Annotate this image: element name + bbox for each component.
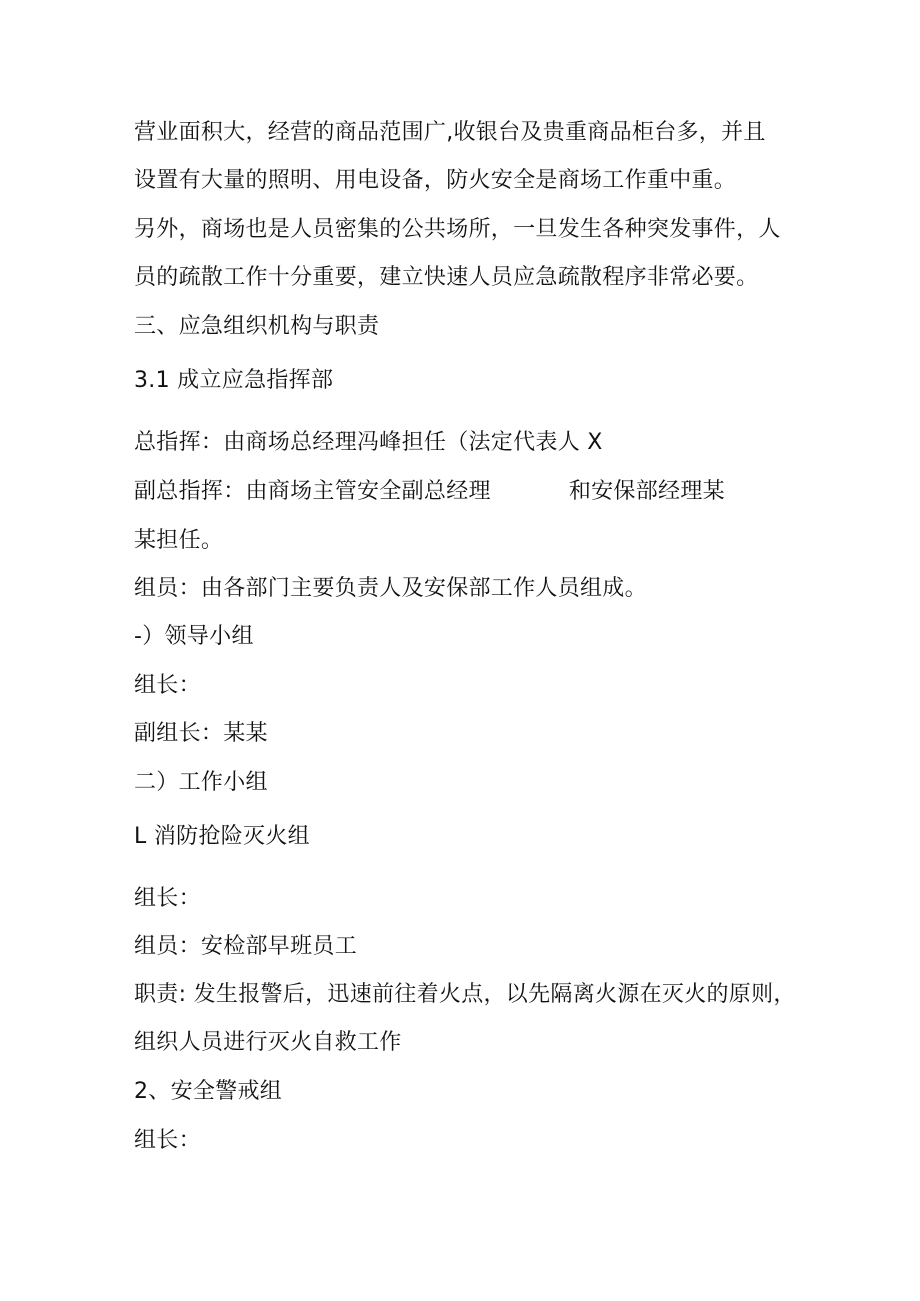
commander-line: 总指挥：由商场总经理冯峰担任（法定代表人 X <box>134 430 603 455</box>
group-heading: -）领导小组 <box>134 624 254 649</box>
deputy-leader-line: 副组长：某某 <box>134 721 268 746</box>
leader-line: 组长： <box>134 673 201 698</box>
deputy-commander-line <box>134 477 725 507</box>
leader-line: 组长： <box>134 1128 201 1153</box>
deputy-commander-text: 副总指挥：由商场主管安全副总经理 <box>134 479 491 504</box>
team-heading: L 消防抢险灭火组 <box>134 824 310 849</box>
leader-line: 组长： <box>134 886 201 911</box>
group-heading: 二）工作小组 <box>134 770 268 795</box>
deputy-commander-text-cont: 和安保部经理某 <box>568 479 725 504</box>
subsection-heading: 3.1 成立应急指挥部 <box>134 368 334 393</box>
paragraph-line: 设置有大量的照明、用电设备，防火安全是商场工作重中重。 <box>134 168 737 193</box>
members-line: 组员：由各部门主要负责人及安保部工作人员组成。 <box>134 576 647 601</box>
members-line: 组员：安检部早班员工 <box>134 934 358 959</box>
paragraph-line: 营业面积大，经营的商品范围广,收银台及贵重商品柜台多，并且 <box>134 120 766 145</box>
team-heading: 2、安全警戒组 <box>134 1079 283 1104</box>
section-heading: 三、应急组织机构与职责 <box>134 314 380 339</box>
deputy-commander-line-cont: 某担任。 <box>134 528 224 553</box>
paragraph-line: 另外，商场也是人员密集的公共场所，一旦发生各种突发事件，人 <box>134 217 781 242</box>
duties-line: 职责: 发生报警后，迅速前往着火点，以先隔离火源在灭火的原则， <box>134 982 796 1007</box>
duties-line-cont: 组织人员进行灭火自救工作 <box>134 1030 402 1055</box>
paragraph-line: 员的疏散工作十分重要，建立快速人员应急疏散程序非常必要。 <box>134 265 759 290</box>
